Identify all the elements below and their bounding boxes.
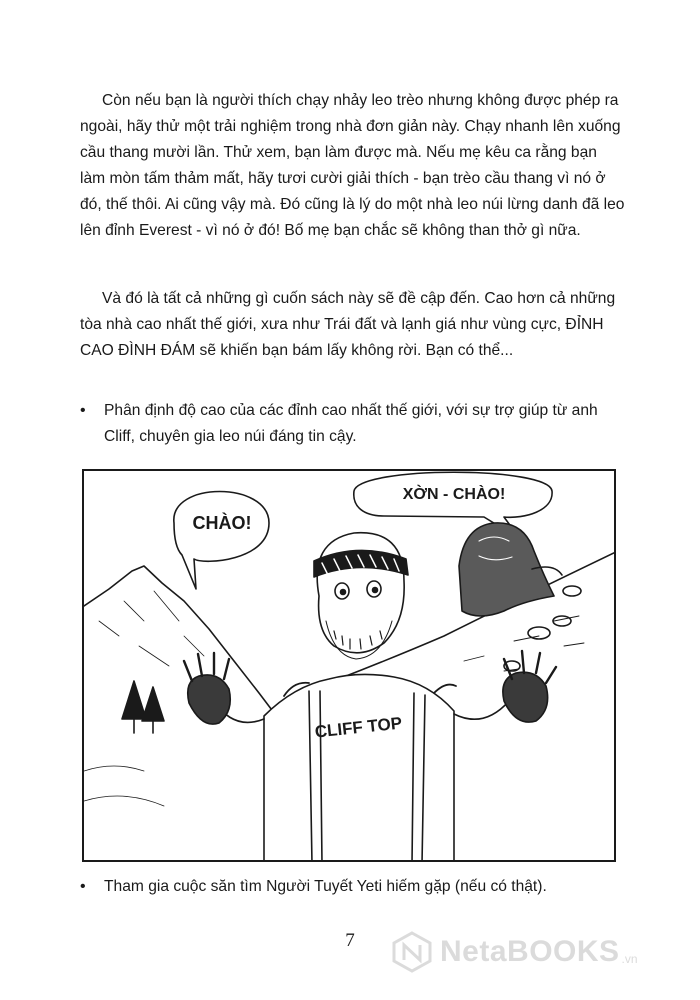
shirt-text: CLIFF TOP: [313, 713, 403, 742]
illustration-drawing: [84, 471, 616, 862]
speech-right-text: XỜN - CHÀO!: [402, 486, 506, 503]
speech-left-text: CHÀO!: [192, 513, 252, 533]
watermark: [390, 928, 690, 976]
bullet-dot-icon: •: [80, 402, 86, 419]
bullet-text: Tham gia cuộc săn tìm Người Tuyết Yeti hiếm gặp (nếu có thật).: [104, 878, 547, 895]
speech-bubble-left: [174, 492, 269, 590]
bullet-text: Phân định độ cao của các đỉnh cao nhất thế giới, với sự trợ giúp từ anh Cliff, chuyên gia leo núi đáng tin cậy.: [104, 402, 598, 445]
netabooks-logo-icon: [390, 930, 434, 974]
glove-left: [188, 675, 231, 724]
bullet-dot-icon: •: [80, 878, 86, 895]
body-paragraph-1: Còn nếu bạn là người thích chạy nhảy leo trèo nhưng không được phép ra ngoài, hãy thử một trải nghiệm trong nhà đơn giản này. Chạy nhanh lên xuống cầu thang mười lần. Thử xem, bạn làm được mà. Nếu mẹ kêu ca rằng bạn làm mòn tấm thảm mất, hãy tươi cười giải thích - bạn trèo cầu thang vì nó ở đó, thế thôi. Ai cũng vậy mà. Đó cũng là lý do một nhà leo núi lừng danh đã leo lên đỉnh Everest - vì nó ở đó! Bố mẹ bạn chắc sẽ không than thở gì nữa.: [80, 92, 625, 239]
watermark-brand: NetaBOOKS: [440, 935, 620, 968]
pine-tree: [142, 687, 164, 733]
body-paragraph-2: Và đó là tất cả những gì cuốn sách này sẽ đề cập đến. Cao hơn cả những tòa nhà cao nhất thế giới, xưa như Trái đất và lạnh giá như vùng cực, ĐỈNH CAO ĐÌNH ĐÁM sẽ khiến bạn bám lấy không rời. Bạn có thể...: [80, 290, 616, 359]
rock: [528, 627, 550, 639]
page-number: 7: [345, 930, 355, 951]
cliff-arm-right: [454, 701, 509, 719]
watermark-suffix: .vn: [621, 952, 638, 966]
rock: [563, 586, 581, 596]
bullet-item-2: [80, 874, 625, 900]
yeti: [459, 523, 554, 616]
pine-tree: [122, 681, 146, 733]
glove-right: [503, 672, 548, 722]
speech-bubble-right: [354, 472, 552, 539]
bullet-item-1: [80, 398, 625, 450]
comic-illustration: [82, 469, 616, 862]
